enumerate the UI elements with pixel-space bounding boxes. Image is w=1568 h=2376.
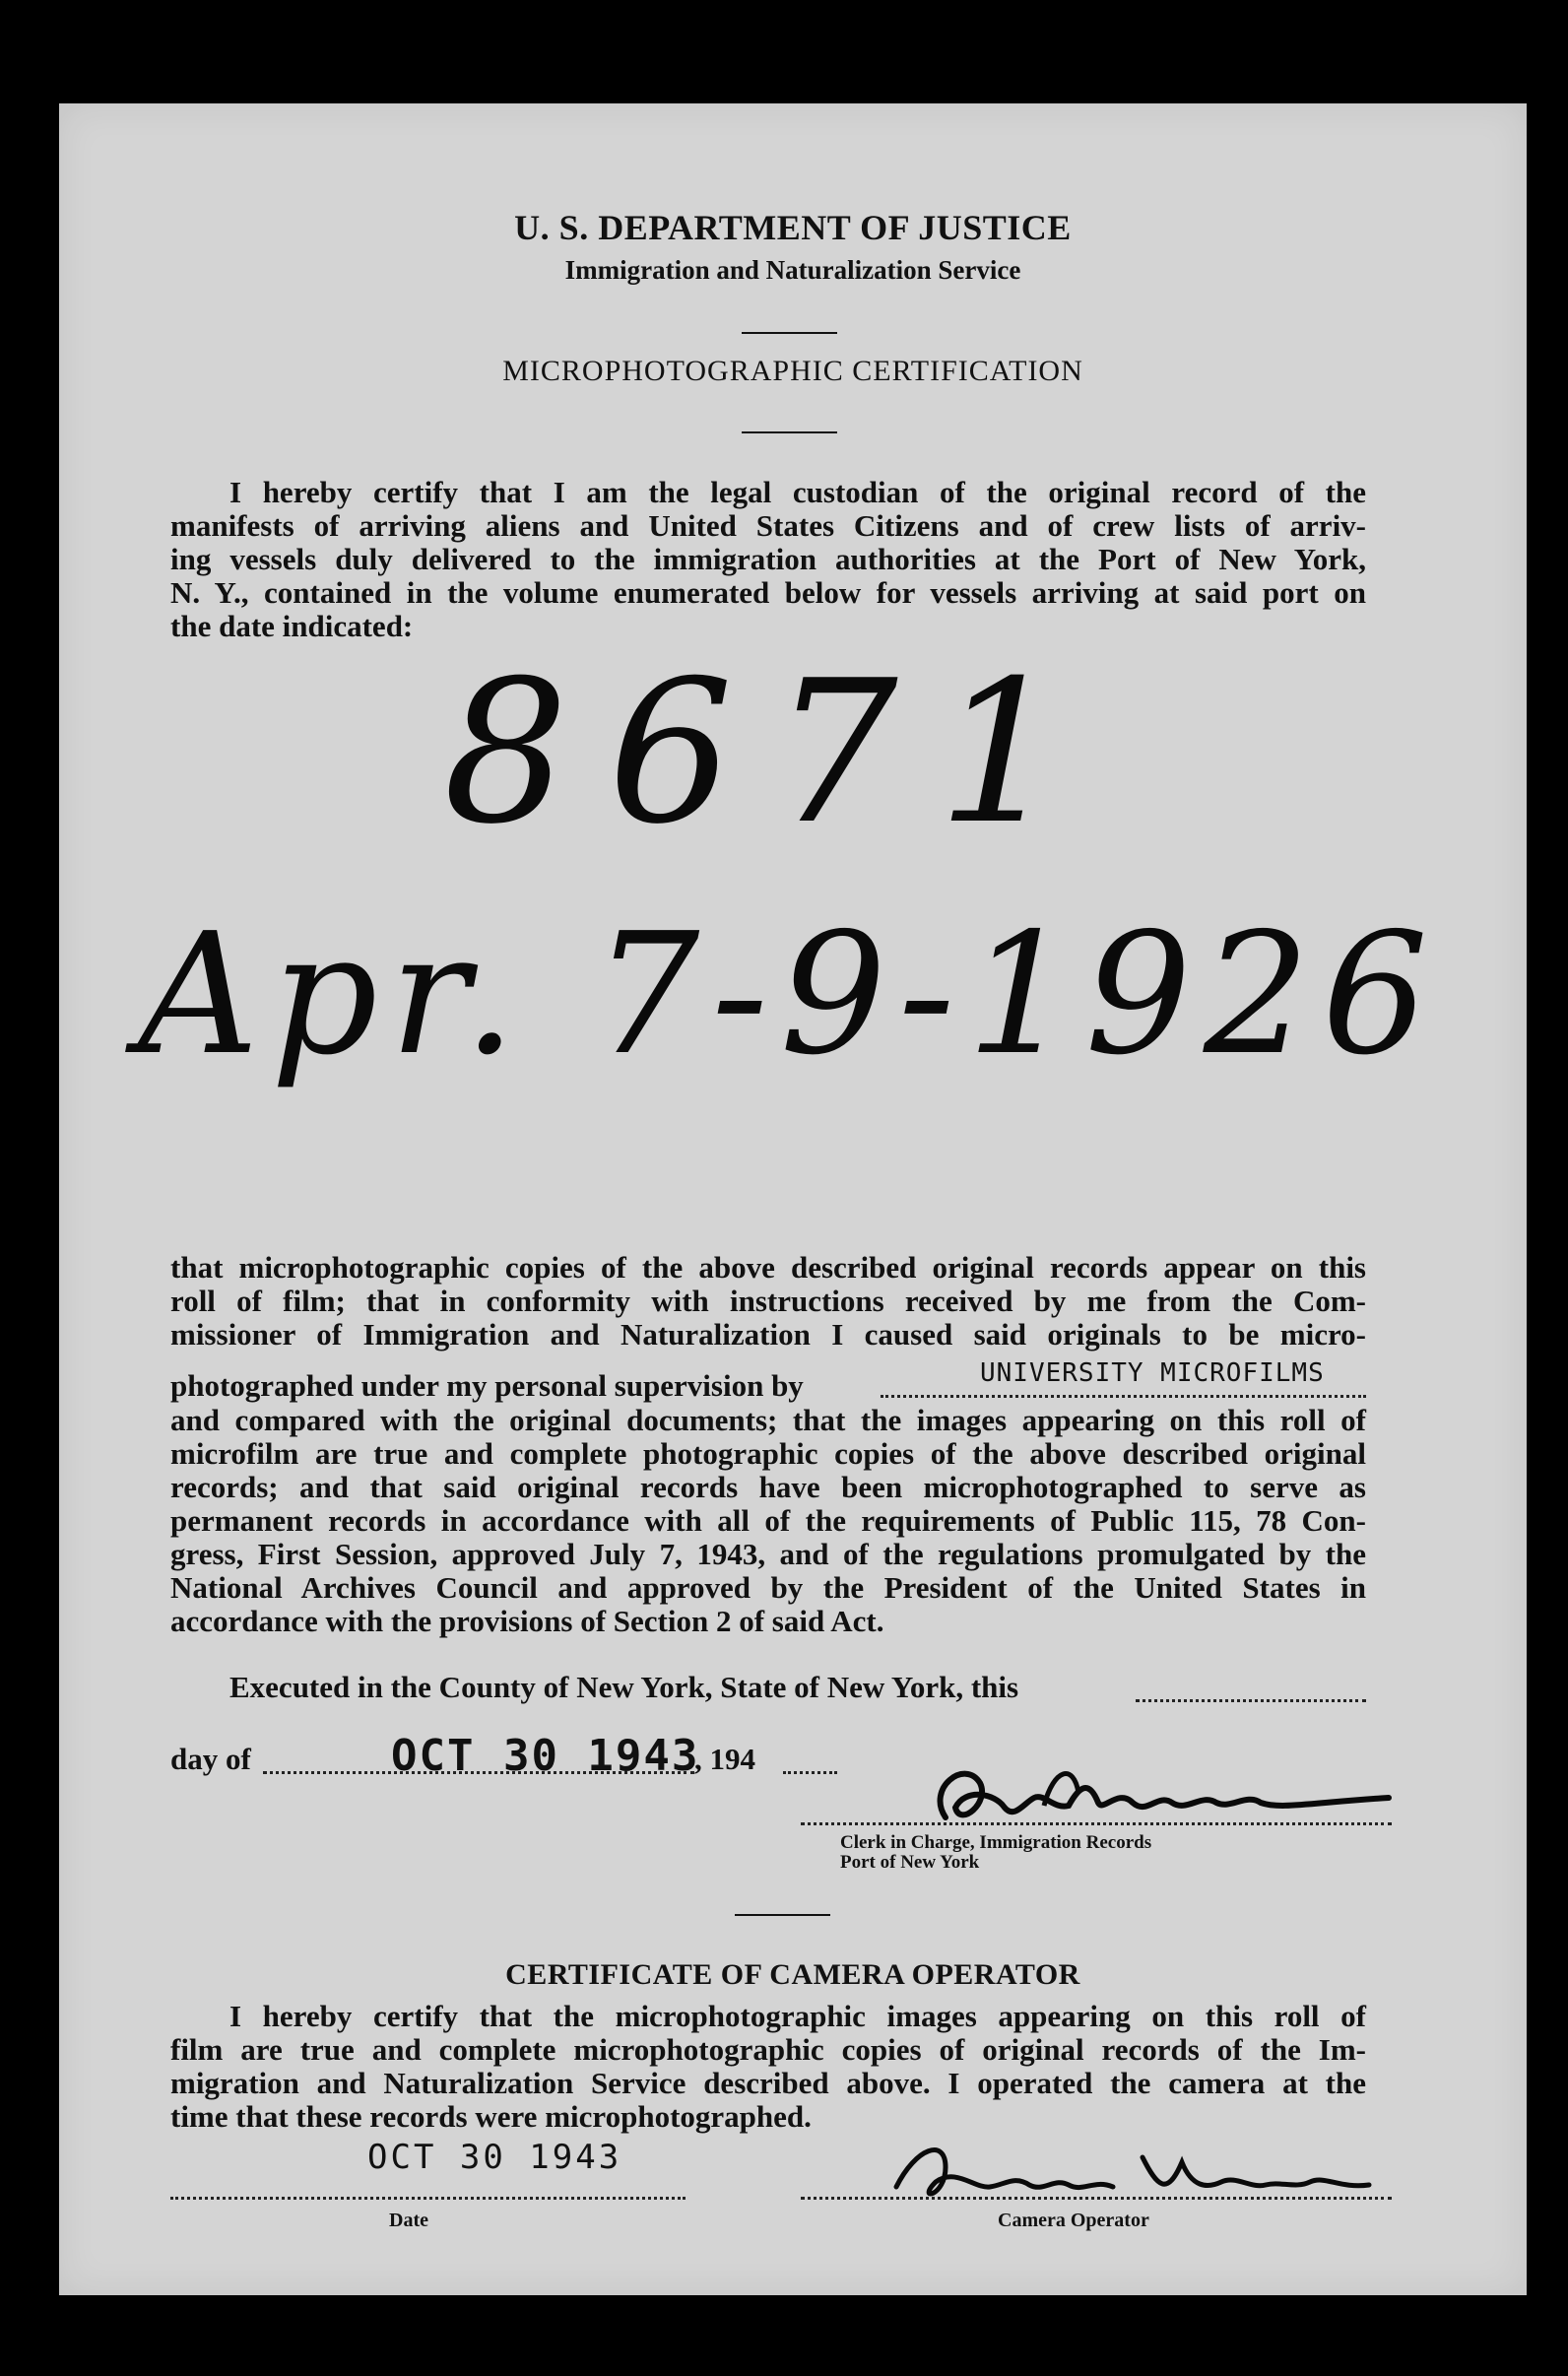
camera-line: I hereby certify that the microphotographic images appearing on this roll of xyxy=(229,1999,1366,2033)
body-line: National Archives Council and approved by the President of the United States in xyxy=(170,1570,1366,1605)
handwritten-arrival-date: Apr. 7-9-1926 xyxy=(138,897,1441,1092)
header-divider xyxy=(742,332,837,334)
body-paragraph-2 xyxy=(170,1404,1366,1638)
intro-line: N. Y., contained in the volume enumerated below for vessels arriving at said port on xyxy=(170,575,1366,610)
camera-line: film are true and complete microphotographic copies of original records of the Im- xyxy=(170,2032,1366,2067)
camera-line: migration and Naturalization Service described above. I operated the camera at the xyxy=(170,2066,1366,2100)
date-dotted-line xyxy=(170,2197,686,2200)
camera-operator-label: Camera Operator xyxy=(998,2210,1149,2231)
body-line: accordance with the provisions of Section 2 of said Act. xyxy=(170,1604,884,1638)
intro-line: manifests of arriving aliens and United States Citizens and of crew lists of arriv- xyxy=(170,508,1366,543)
supervision-prefix: photographed under my personal supervision by xyxy=(170,1368,804,1403)
body-line: microfilm are true and complete photographic copies of the above described original xyxy=(170,1436,1366,1471)
intro-paragraph xyxy=(170,476,1366,643)
supervisor-dotted-line xyxy=(881,1395,1366,1398)
camera-certificate-paragraph xyxy=(170,2000,1366,2134)
camera-certificate-title: CERTIFICATE OF CAMERA OPERATOR xyxy=(505,1958,1080,1991)
executed-dotted-line xyxy=(1136,1699,1366,1702)
body-line: permanent records in accordance with all of the requirements of Public 115, 78 Con- xyxy=(170,1503,1366,1538)
intro-line: ing vessels duly delivered to the immigration authorities at the Port of New York, xyxy=(170,542,1366,576)
title-divider xyxy=(742,431,837,433)
certification-title: MICROPHOTOGRAPHIC CERTIFICATION xyxy=(502,355,1083,387)
body-line: roll of film; that in conformity with instructions received by me from the Com- xyxy=(170,1284,1366,1318)
section-divider xyxy=(735,1914,830,1916)
body-line: records; and that said original records have been microphotographed to serve as xyxy=(170,1470,1366,1504)
execution-date-stamp: OCT 30 1943 xyxy=(391,1731,700,1781)
clerk-port: Port of New York xyxy=(840,1852,980,1873)
body-line: and compared with the original documents; that the images appearing on this roll of xyxy=(170,1403,1366,1437)
camera-line: time that these records were microphotographed. xyxy=(170,2099,812,2134)
handwritten-volume-number: 8671 xyxy=(443,638,1102,868)
executed-text: Executed in the County of New York, State of New York, this xyxy=(229,1670,1019,1704)
department-title: U. S. DEPARTMENT OF JUSTICE xyxy=(514,208,1072,247)
service-subtitle: Immigration and Naturalization Service xyxy=(564,255,1021,285)
intro-line: the date indicated: xyxy=(170,609,414,643)
body-paragraph-1 xyxy=(170,1251,1366,1352)
clerk-signature xyxy=(906,1749,1399,1837)
camera-operator-signature xyxy=(877,2128,1389,2216)
body-line: missioner of Immigration and Naturalization I caused said originals to be micro- xyxy=(170,1317,1366,1352)
camera-date-stamp: OCT 30 1943 xyxy=(367,2138,622,2177)
certificate-page xyxy=(59,103,1527,2295)
date-label: Date xyxy=(389,2210,428,2231)
year-suffix: , 194 xyxy=(694,1742,755,1776)
body-line: that microphotographic copies of the above described original records appear on this xyxy=(170,1250,1366,1285)
clerk-title: Clerk in Charge, Immigration Records xyxy=(840,1832,1152,1853)
day-of-label: day of xyxy=(170,1742,251,1776)
intro-line: I hereby certify that I am the legal custodian of the original record of the xyxy=(229,475,1366,509)
body-line: gress, First Session, approved July 7, 1943, and of the regulations promulgated by the xyxy=(170,1537,1366,1571)
supervisor-stamp: UNIVERSITY MICROFILMS xyxy=(980,1358,1325,1388)
year-dotted-line xyxy=(783,1771,837,1774)
